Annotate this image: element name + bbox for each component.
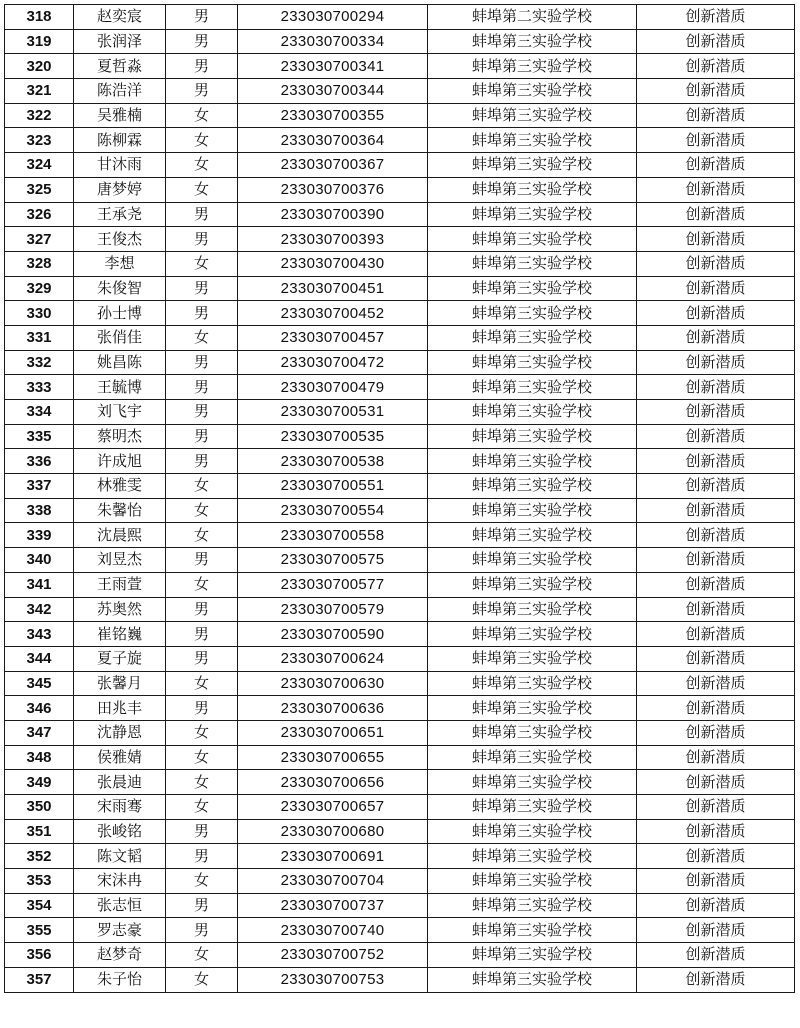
student-id-cell: 233030700457 — [238, 325, 428, 350]
category-cell: 创新潜质 — [637, 128, 795, 153]
school-name-cell: 蚌埠第三实验学校 — [428, 251, 637, 276]
school-name-cell: 蚌埠第三实验学校 — [428, 375, 637, 400]
gender-cell: 男 — [166, 646, 238, 671]
school-name-cell: 蚌埠第三实验学校 — [428, 943, 637, 968]
school-name-cell: 蚌埠第三实验学校 — [428, 523, 637, 548]
gender-cell: 男 — [166, 202, 238, 227]
row-number-cell: 357 — [5, 967, 74, 992]
row-number-cell: 352 — [5, 844, 74, 869]
table-row — [5, 720, 795, 745]
school-name-cell: 蚌埠第三实验学校 — [428, 400, 637, 425]
student-name-cell: 甘沐雨 — [74, 153, 166, 178]
student-name-cell: 蔡明杰 — [74, 424, 166, 449]
table-row — [5, 400, 795, 425]
table-row — [5, 523, 795, 548]
student-name-cell: 刘飞宇 — [74, 400, 166, 425]
gender-cell: 女 — [166, 474, 238, 499]
table-row — [5, 844, 795, 869]
student-name-cell: 王俊杰 — [74, 227, 166, 252]
category-cell: 创新潜质 — [637, 770, 795, 795]
category-cell: 创新潜质 — [637, 276, 795, 301]
student-id-cell: 233030700451 — [238, 276, 428, 301]
student-name-cell: 王毓博 — [74, 375, 166, 400]
student-name-cell: 刘昱杰 — [74, 548, 166, 573]
student-name-cell: 沈晨熙 — [74, 523, 166, 548]
student-id-cell: 233030700624 — [238, 646, 428, 671]
category-cell: 创新潜质 — [637, 646, 795, 671]
table-row — [5, 301, 795, 326]
school-name-cell: 蚌埠第三实验学校 — [428, 646, 637, 671]
school-name-cell: 蚌埠第三实验学校 — [428, 227, 637, 252]
row-number-cell: 350 — [5, 795, 74, 820]
school-name-cell: 蚌埠第三实验学校 — [428, 869, 637, 894]
gender-cell: 女 — [166, 572, 238, 597]
student-id-cell: 233030700344 — [238, 79, 428, 104]
row-number-cell: 341 — [5, 572, 74, 597]
student-list-table — [4, 4, 795, 993]
school-name-cell: 蚌埠第三实验学校 — [428, 325, 637, 350]
student-id-cell: 233030700680 — [238, 819, 428, 844]
student-name-cell: 陈浩洋 — [74, 79, 166, 104]
student-name-cell: 张润泽 — [74, 29, 166, 54]
category-cell: 创新潜质 — [637, 325, 795, 350]
gender-cell: 女 — [166, 869, 238, 894]
gender-cell: 男 — [166, 400, 238, 425]
student-id-cell: 233030700704 — [238, 869, 428, 894]
category-cell: 创新潜质 — [637, 745, 795, 770]
gender-cell: 女 — [166, 943, 238, 968]
row-number-cell: 355 — [5, 918, 74, 943]
row-number-cell: 330 — [5, 301, 74, 326]
row-number-cell: 351 — [5, 819, 74, 844]
table-row — [5, 745, 795, 770]
category-cell: 创新潜质 — [637, 869, 795, 894]
student-name-cell: 陈柳霖 — [74, 128, 166, 153]
row-number-cell: 323 — [5, 128, 74, 153]
category-cell: 创新潜质 — [637, 893, 795, 918]
table-body — [5, 5, 795, 993]
category-cell: 创新潜质 — [637, 474, 795, 499]
gender-cell: 男 — [166, 819, 238, 844]
student-id-cell: 233030700531 — [238, 400, 428, 425]
student-name-cell: 王雨萱 — [74, 572, 166, 597]
student-id-cell: 233030700657 — [238, 795, 428, 820]
student-name-cell: 赵梦奇 — [74, 943, 166, 968]
table-row — [5, 646, 795, 671]
category-cell: 创新潜质 — [637, 400, 795, 425]
table-row — [5, 5, 795, 30]
category-cell: 创新潜质 — [637, 301, 795, 326]
category-cell: 创新潜质 — [637, 967, 795, 992]
gender-cell: 女 — [166, 128, 238, 153]
gender-cell: 女 — [166, 671, 238, 696]
school-name-cell: 蚌埠第三实验学校 — [428, 498, 637, 523]
gender-cell: 男 — [166, 622, 238, 647]
student-name-cell: 张志恒 — [74, 893, 166, 918]
school-name-cell: 蚌埠第三实验学校 — [428, 720, 637, 745]
row-number-cell: 324 — [5, 153, 74, 178]
category-cell: 创新潜质 — [637, 671, 795, 696]
student-id-cell: 233030700651 — [238, 720, 428, 745]
gender-cell: 男 — [166, 301, 238, 326]
gender-cell: 女 — [166, 720, 238, 745]
school-name-cell: 蚌埠第三实验学校 — [428, 350, 637, 375]
school-name-cell: 蚌埠第三实验学校 — [428, 29, 637, 54]
student-id-cell: 233030700479 — [238, 375, 428, 400]
student-id-cell: 233030700376 — [238, 177, 428, 202]
school-name-cell: 蚌埠第三实验学校 — [428, 153, 637, 178]
table-row — [5, 795, 795, 820]
school-name-cell: 蚌埠第三实验学校 — [428, 572, 637, 597]
student-id-cell: 233030700341 — [238, 54, 428, 79]
table-row — [5, 177, 795, 202]
table-row — [5, 128, 795, 153]
table-row — [5, 103, 795, 128]
category-cell: 创新潜质 — [637, 251, 795, 276]
student-id-cell: 233030700752 — [238, 943, 428, 968]
student-name-cell: 陈文韬 — [74, 844, 166, 869]
table-row — [5, 251, 795, 276]
table-row — [5, 79, 795, 104]
school-name-cell: 蚌埠第三实验学校 — [428, 128, 637, 153]
table-row — [5, 424, 795, 449]
gender-cell: 男 — [166, 597, 238, 622]
category-cell: 创新潜质 — [637, 202, 795, 227]
gender-cell: 男 — [166, 375, 238, 400]
table-row — [5, 375, 795, 400]
school-name-cell: 蚌埠第三实验学校 — [428, 918, 637, 943]
student-id-cell: 233030700393 — [238, 227, 428, 252]
row-number-cell: 335 — [5, 424, 74, 449]
table-row — [5, 819, 795, 844]
table-row — [5, 325, 795, 350]
student-id-cell: 233030700554 — [238, 498, 428, 523]
student-id-cell: 233030700538 — [238, 449, 428, 474]
gender-cell: 女 — [166, 795, 238, 820]
table-row — [5, 474, 795, 499]
row-number-cell: 332 — [5, 350, 74, 375]
student-name-cell: 沈静恩 — [74, 720, 166, 745]
student-id-cell: 233030700472 — [238, 350, 428, 375]
gender-cell: 女 — [166, 103, 238, 128]
category-cell: 创新潜质 — [637, 5, 795, 30]
category-cell: 创新潜质 — [637, 523, 795, 548]
row-number-cell: 345 — [5, 671, 74, 696]
table-row — [5, 227, 795, 252]
row-number-cell: 347 — [5, 720, 74, 745]
student-name-cell: 苏奥然 — [74, 597, 166, 622]
school-name-cell: 蚌埠第三实验学校 — [428, 177, 637, 202]
gender-cell: 男 — [166, 227, 238, 252]
student-name-cell: 王承尧 — [74, 202, 166, 227]
student-id-cell: 233030700630 — [238, 671, 428, 696]
gender-cell: 女 — [166, 498, 238, 523]
student-name-cell: 夏子旋 — [74, 646, 166, 671]
gender-cell: 男 — [166, 29, 238, 54]
row-number-cell: 327 — [5, 227, 74, 252]
school-name-cell: 蚌埠第三实验学校 — [428, 819, 637, 844]
row-number-cell: 320 — [5, 54, 74, 79]
gender-cell: 男 — [166, 449, 238, 474]
table-row — [5, 572, 795, 597]
student-name-cell: 朱馨怡 — [74, 498, 166, 523]
table-row — [5, 153, 795, 178]
school-name-cell: 蚌埠第三实验学校 — [428, 103, 637, 128]
student-name-cell: 唐梦婷 — [74, 177, 166, 202]
row-number-cell: 321 — [5, 79, 74, 104]
row-number-cell: 328 — [5, 251, 74, 276]
student-id-cell: 233030700364 — [238, 128, 428, 153]
row-number-cell: 342 — [5, 597, 74, 622]
gender-cell: 男 — [166, 424, 238, 449]
row-number-cell: 318 — [5, 5, 74, 30]
school-name-cell: 蚌埠第三实验学校 — [428, 276, 637, 301]
student-id-cell: 233030700551 — [238, 474, 428, 499]
student-id-cell: 233030700636 — [238, 696, 428, 721]
category-cell: 创新潜质 — [637, 498, 795, 523]
row-number-cell: 353 — [5, 869, 74, 894]
student-id-cell: 233030700334 — [238, 29, 428, 54]
student-name-cell: 朱子怡 — [74, 967, 166, 992]
student-id-cell: 233030700656 — [238, 770, 428, 795]
table-row — [5, 671, 795, 696]
student-name-cell: 田兆丰 — [74, 696, 166, 721]
student-name-cell: 宋沫冉 — [74, 869, 166, 894]
student-name-cell: 宋雨骞 — [74, 795, 166, 820]
student-name-cell: 李想 — [74, 251, 166, 276]
student-name-cell: 侯雅婧 — [74, 745, 166, 770]
row-number-cell: 337 — [5, 474, 74, 499]
student-name-cell: 张馨月 — [74, 671, 166, 696]
category-cell: 创新潜质 — [637, 153, 795, 178]
category-cell: 创新潜质 — [637, 696, 795, 721]
student-id-cell: 233030700655 — [238, 745, 428, 770]
student-id-cell: 233030700579 — [238, 597, 428, 622]
category-cell: 创新潜质 — [637, 227, 795, 252]
category-cell: 创新潜质 — [637, 424, 795, 449]
gender-cell: 男 — [166, 54, 238, 79]
category-cell: 创新潜质 — [637, 350, 795, 375]
row-number-cell: 322 — [5, 103, 74, 128]
gender-cell: 男 — [166, 696, 238, 721]
school-name-cell: 蚌埠第三实验学校 — [428, 671, 637, 696]
student-name-cell: 张晨迪 — [74, 770, 166, 795]
student-id-cell: 233030700355 — [238, 103, 428, 128]
school-name-cell: 蚌埠第三实验学校 — [428, 696, 637, 721]
school-name-cell: 蚌埠第三实验学校 — [428, 967, 637, 992]
student-name-cell: 赵奕宸 — [74, 5, 166, 30]
gender-cell: 男 — [166, 918, 238, 943]
category-cell: 创新潜质 — [637, 622, 795, 647]
table-row — [5, 202, 795, 227]
table-row — [5, 449, 795, 474]
row-number-cell: 331 — [5, 325, 74, 350]
row-number-cell: 338 — [5, 498, 74, 523]
row-number-cell: 329 — [5, 276, 74, 301]
student-name-cell: 姚昌陈 — [74, 350, 166, 375]
row-number-cell: 354 — [5, 893, 74, 918]
student-name-cell: 林雅雯 — [74, 474, 166, 499]
student-id-cell: 233030700294 — [238, 5, 428, 30]
table-row — [5, 276, 795, 301]
table-row — [5, 918, 795, 943]
table-row — [5, 696, 795, 721]
gender-cell: 男 — [166, 350, 238, 375]
row-number-cell: 340 — [5, 548, 74, 573]
row-number-cell: 319 — [5, 29, 74, 54]
student-name-cell: 夏哲淼 — [74, 54, 166, 79]
student-id-cell: 233030700558 — [238, 523, 428, 548]
category-cell: 创新潜质 — [637, 79, 795, 104]
row-number-cell: 343 — [5, 622, 74, 647]
student-id-cell: 233030700452 — [238, 301, 428, 326]
student-id-cell: 233030700430 — [238, 251, 428, 276]
category-cell: 创新潜质 — [637, 943, 795, 968]
student-name-cell: 张峻铭 — [74, 819, 166, 844]
school-name-cell: 蚌埠第三实验学校 — [428, 770, 637, 795]
table-row — [5, 597, 795, 622]
table-row — [5, 869, 795, 894]
category-cell: 创新潜质 — [637, 449, 795, 474]
row-number-cell: 336 — [5, 449, 74, 474]
category-cell: 创新潜质 — [637, 103, 795, 128]
school-name-cell: 蚌埠第三实验学校 — [428, 548, 637, 573]
table-row — [5, 54, 795, 79]
student-id-cell: 233030700575 — [238, 548, 428, 573]
gender-cell: 女 — [166, 325, 238, 350]
school-name-cell: 蚌埠第三实验学校 — [428, 622, 637, 647]
student-name-cell: 崔铭巍 — [74, 622, 166, 647]
school-name-cell: 蚌埠第三实验学校 — [428, 54, 637, 79]
row-number-cell: 348 — [5, 745, 74, 770]
row-number-cell: 325 — [5, 177, 74, 202]
gender-cell: 男 — [166, 844, 238, 869]
student-id-cell: 233030700753 — [238, 967, 428, 992]
student-id-cell: 233030700390 — [238, 202, 428, 227]
gender-cell: 女 — [166, 523, 238, 548]
table-row — [5, 548, 795, 573]
table-row — [5, 893, 795, 918]
gender-cell: 女 — [166, 177, 238, 202]
student-name-cell: 朱俊智 — [74, 276, 166, 301]
student-id-cell: 233030700737 — [238, 893, 428, 918]
school-name-cell: 蚌埠第三实验学校 — [428, 474, 637, 499]
category-cell: 创新潜质 — [637, 795, 795, 820]
school-name-cell: 蚌埠第三实验学校 — [428, 745, 637, 770]
category-cell: 创新潜质 — [637, 918, 795, 943]
student-name-cell: 吴雅楠 — [74, 103, 166, 128]
row-number-cell: 339 — [5, 523, 74, 548]
category-cell: 创新潜质 — [637, 29, 795, 54]
row-number-cell: 326 — [5, 202, 74, 227]
student-name-cell: 许成旭 — [74, 449, 166, 474]
school-name-cell: 蚌埠第二实验学校 — [428, 5, 637, 30]
gender-cell: 女 — [166, 770, 238, 795]
category-cell: 创新潜质 — [637, 375, 795, 400]
school-name-cell: 蚌埠第三实验学校 — [428, 79, 637, 104]
school-name-cell: 蚌埠第三实验学校 — [428, 424, 637, 449]
gender-cell: 女 — [166, 153, 238, 178]
table-row — [5, 498, 795, 523]
table-row — [5, 29, 795, 54]
student-id-cell: 233030700367 — [238, 153, 428, 178]
category-cell: 创新潜质 — [637, 720, 795, 745]
row-number-cell: 334 — [5, 400, 74, 425]
category-cell: 创新潜质 — [637, 597, 795, 622]
student-id-cell: 233030700691 — [238, 844, 428, 869]
row-number-cell: 344 — [5, 646, 74, 671]
category-cell: 创新潜质 — [637, 54, 795, 79]
gender-cell: 女 — [166, 251, 238, 276]
gender-cell: 男 — [166, 893, 238, 918]
category-cell: 创新潜质 — [637, 572, 795, 597]
gender-cell: 女 — [166, 967, 238, 992]
gender-cell: 男 — [166, 276, 238, 301]
school-name-cell: 蚌埠第三实验学校 — [428, 893, 637, 918]
school-name-cell: 蚌埠第三实验学校 — [428, 597, 637, 622]
student-id-cell: 233030700577 — [238, 572, 428, 597]
school-name-cell: 蚌埠第三实验学校 — [428, 202, 637, 227]
gender-cell: 男 — [166, 548, 238, 573]
table-row — [5, 943, 795, 968]
row-number-cell: 333 — [5, 375, 74, 400]
table-row — [5, 967, 795, 992]
school-name-cell: 蚌埠第三实验学校 — [428, 301, 637, 326]
row-number-cell: 349 — [5, 770, 74, 795]
school-name-cell: 蚌埠第三实验学校 — [428, 795, 637, 820]
category-cell: 创新潜质 — [637, 819, 795, 844]
category-cell: 创新潜质 — [637, 177, 795, 202]
category-cell: 创新潜质 — [637, 844, 795, 869]
table-row — [5, 622, 795, 647]
row-number-cell: 356 — [5, 943, 74, 968]
student-id-cell: 233030700535 — [238, 424, 428, 449]
student-name-cell: 罗志豪 — [74, 918, 166, 943]
category-cell: 创新潜质 — [637, 548, 795, 573]
table-row — [5, 350, 795, 375]
table-row — [5, 770, 795, 795]
gender-cell: 男 — [166, 5, 238, 30]
student-name-cell: 孙士博 — [74, 301, 166, 326]
student-name-cell: 张俏佳 — [74, 325, 166, 350]
gender-cell: 男 — [166, 79, 238, 104]
school-name-cell: 蚌埠第三实验学校 — [428, 449, 637, 474]
row-number-cell: 346 — [5, 696, 74, 721]
student-id-cell: 233030700590 — [238, 622, 428, 647]
school-name-cell: 蚌埠第三实验学校 — [428, 844, 637, 869]
student-id-cell: 233030700740 — [238, 918, 428, 943]
gender-cell: 女 — [166, 745, 238, 770]
